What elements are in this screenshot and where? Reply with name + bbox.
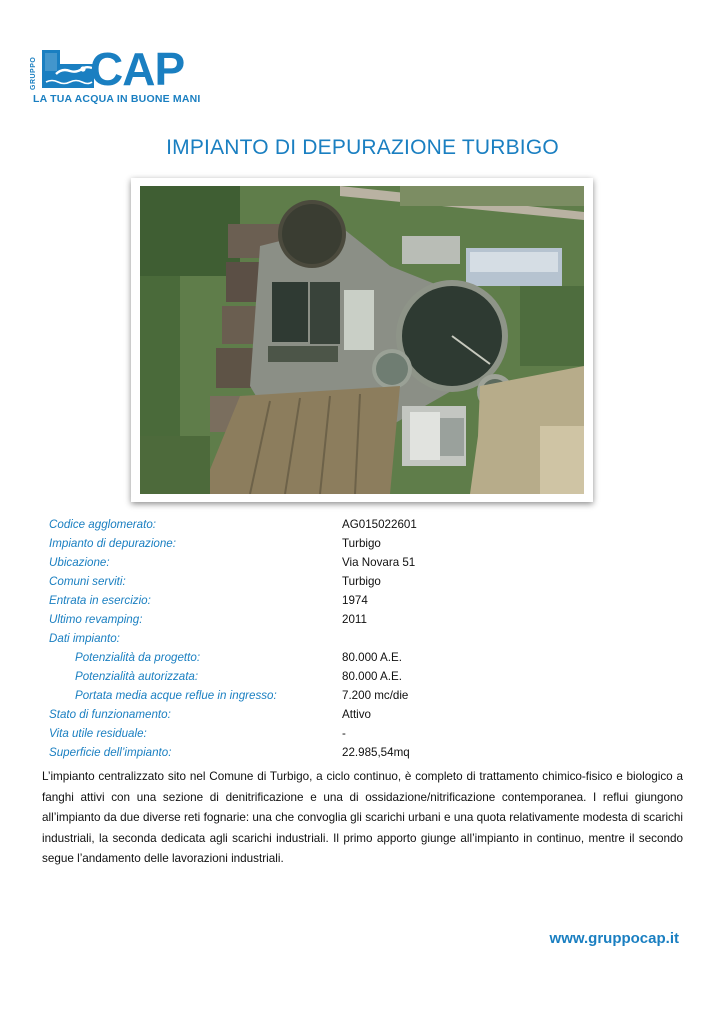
info-row-portata — [49, 686, 689, 705]
info-row-pot-autorizzata — [49, 667, 689, 686]
info-row-stato — [49, 705, 689, 724]
info-value: Turbigo — [342, 537, 381, 550]
info-row-pot-progetto — [49, 648, 689, 667]
info-value: - — [342, 727, 346, 740]
info-label: Stato di funzionamento: — [49, 708, 171, 721]
info-label: Impianto di depurazione: — [49, 537, 176, 550]
info-row-impianto — [49, 534, 689, 553]
website-link[interactable]: www.gruppocap.it — [549, 930, 679, 947]
info-row-comuni — [49, 572, 689, 591]
info-label: Entrata in esercizio: — [49, 594, 151, 607]
info-row-revamping — [49, 610, 689, 629]
info-label: Ubicazione: — [49, 556, 110, 569]
info-row-ubicazione — [49, 553, 689, 572]
info-label: Codice agglomerato: — [49, 518, 156, 531]
info-row-dati — [49, 629, 689, 648]
info-value: Attivo — [342, 708, 371, 721]
info-label: Potenzialità autorizzata: — [75, 670, 199, 683]
info-value: AG015022601 — [342, 518, 417, 531]
aerial-photo-frame — [131, 178, 593, 502]
info-label: Potenzialità da progetto: — [75, 651, 201, 664]
info-label: Portata media acque reflue in ingresso: — [75, 689, 277, 702]
plant-description: L’impianto centralizzato sito nel Comune di Turbigo, a ciclo continuo, è completo di trattamento chimico-fisico e biologico a fanghi attivi con una sezione di denitrificazione e una di ossidazione/nitrificazione contemporanea. I reflui giungono all’impianto da due diverse reti fognarie: una che convoglia gli scarichi urbani e una quota relativamente modesta di scarichi industriali, la seconda dedicata agli scarichi industriali. Il primo apporto giunge all’impianto in continuo, mentre il secondo segue l’andamento delle lavorazioni industriali. — [42, 770, 683, 865]
plant-info-table — [49, 515, 689, 762]
aerial-photo — [140, 186, 584, 494]
info-value: Turbigo — [342, 575, 381, 588]
info-value: 7.200 mc/die — [342, 689, 409, 702]
info-label: Superficie dell’impianto: — [49, 746, 172, 759]
info-value: 1974 — [342, 594, 368, 607]
info-row-entrata — [49, 591, 689, 610]
swimmer-logo-icon — [42, 50, 94, 88]
info-value: 80.000 A.E. — [342, 651, 402, 664]
info-label: Dati impianto: — [49, 632, 120, 645]
logo-tagline: LA TUA ACQUA IN BUONE MANI — [33, 93, 201, 105]
info-row-superficie — [49, 743, 689, 762]
info-value: 80.000 A.E. — [342, 670, 402, 683]
page-title: IMPIANTO DI DEPURAZIONE TURBIGO — [166, 136, 559, 159]
info-row-codice — [49, 515, 689, 534]
info-label: Comuni serviti: — [49, 575, 126, 588]
info-label: Ultimo revamping: — [49, 613, 143, 626]
logo-brand-text: CAP — [90, 43, 185, 95]
company-logo — [30, 44, 230, 114]
info-value: 2011 — [342, 613, 367, 626]
logo-gruppo-text: GRUPPO — [30, 56, 37, 90]
info-value: 22.985,54mq — [342, 746, 410, 759]
info-value: Via Novara 51 — [342, 556, 416, 569]
info-row-vita — [49, 724, 689, 743]
info-label: Vita utile residuale: — [49, 727, 147, 740]
